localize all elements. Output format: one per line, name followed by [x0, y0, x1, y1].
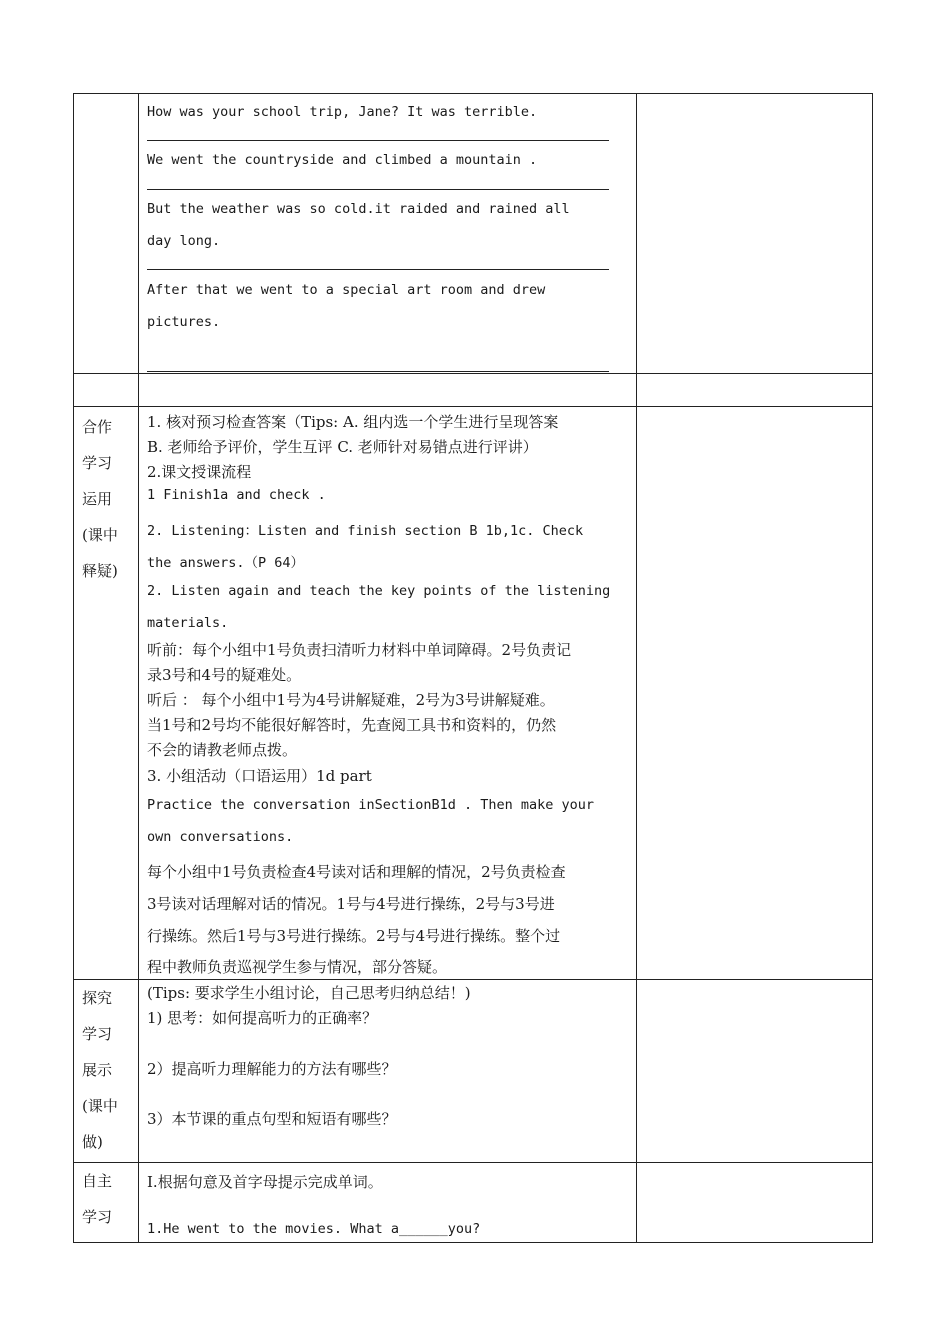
self-study-cell [139, 1163, 636, 1242]
side-label-text: 探究 [82, 989, 113, 1007]
content-line: B. 老师给予评价，学生互评 C. 老师针对易错点进行评讲） [147, 438, 538, 456]
dialogue-cell [139, 93, 636, 373]
cooperation-side-label [73, 407, 138, 589]
content-line: 1. 核对预习检查答案（Tips: A. 组内选一个学生进行呈现答案 [147, 413, 559, 431]
cooperation-cell [139, 407, 636, 979]
content-line: (Tips: 要求学生小组讨论，自己思考归纳总结！) [147, 984, 471, 1002]
content-line: 录3号和4号的疑难处。 [147, 666, 302, 684]
side-label-text: 合作 [82, 418, 113, 436]
self-study-side-label [73, 1163, 138, 1235]
exploration-side-label [73, 980, 138, 1160]
side-label-text: 释疑) [82, 562, 118, 580]
content-line: 当1号和2号均不能很好解答时，先查阅工具书和资料的，仍然 [147, 716, 557, 734]
content-line: materials. [147, 615, 229, 631]
content-line: 3）本节课的重点句型和短语有哪些？ [147, 1110, 397, 1128]
side-label-text: (课中 [82, 1097, 118, 1115]
side-label-text: 展示 [82, 1061, 113, 1079]
side-label-text: 自主 [82, 1172, 113, 1190]
lesson-plan-table [73, 93, 873, 1243]
dialogue-line: But the weather was so cold.it raided and rained all [147, 201, 570, 217]
row-divider [73, 373, 873, 374]
content-line: Practice the conversation inSectionB1d . Then make your [147, 797, 595, 813]
content-line: 2）提高听力理解能力的方法有哪些？ [147, 1060, 397, 1078]
content-line: the answers.（P 64） [147, 555, 305, 571]
side-label-text: 学习 [82, 1025, 113, 1043]
content-line: 2.课文授课流程 [147, 463, 252, 481]
dialogue-line: How was your school trip, Jane? It was terrible. [147, 104, 538, 120]
content-line: 2. Listening：Listen and finish section B 1b,1c. Check [147, 523, 584, 539]
content-line: 不会的请教老师点拨。 [147, 741, 298, 759]
dialogue-line: We went the countryside and climbed a mountain . [147, 152, 538, 168]
content-line: 1 Finish1a and check . [147, 487, 326, 503]
exploration-cell [139, 980, 636, 1162]
content-line: 2. Listen again and teach the key points of the listening [147, 583, 611, 599]
dialogue-line: day long. [147, 233, 221, 249]
answer-rule [147, 269, 609, 270]
fill-blank-question: 1.He went to the movies. What a______you? [147, 1221, 481, 1237]
content-line: Ⅰ.根据句意及首字母提示完成单词。 [147, 1173, 383, 1191]
content-line: 听前：每个小组中1号负责扫清听力材料中单词障碍。2号负责记 [147, 641, 572, 659]
dialogue-line: After that we went to a special art room and drew [147, 282, 546, 298]
side-label-text: 做) [82, 1133, 103, 1151]
answer-rule [147, 189, 609, 190]
side-label-text: 运用 [82, 490, 113, 508]
dialogue-line: pictures. [147, 314, 221, 330]
table-border-bottom [73, 1242, 873, 1243]
side-label-text: 学习 [82, 454, 113, 472]
content-line: 3号读对话理解对话的情况。1号与4号进行操练，2号与3号进 [147, 895, 555, 913]
content-line: 3. 小组活动（口语运用）1d part [147, 767, 372, 785]
answer-rule [147, 140, 609, 141]
content-line: 听后 ： 每个小组中1号为4号讲解疑难，2号为3号讲解疑难。 [147, 691, 555, 709]
side-label-text: 学习 [82, 1208, 113, 1226]
answer-rule [147, 371, 609, 372]
content-line: 行操练。然后1号与3号进行操练。2号与4号进行操练。整个过 [147, 927, 561, 945]
content-line: own conversations. [147, 829, 294, 845]
content-line: 每个小组中1号负责检查4号读对话和理解的情况，2号负责检查 [147, 863, 566, 881]
content-line: 程中教师负责巡视学生参与情况，部分答疑。 [147, 958, 448, 976]
table-border-right [872, 93, 873, 1243]
column-divider [636, 93, 637, 1243]
content-line: 1) 思考：如何提高听力的正确率？ [147, 1009, 378, 1027]
side-label-text: (课中 [82, 526, 118, 544]
